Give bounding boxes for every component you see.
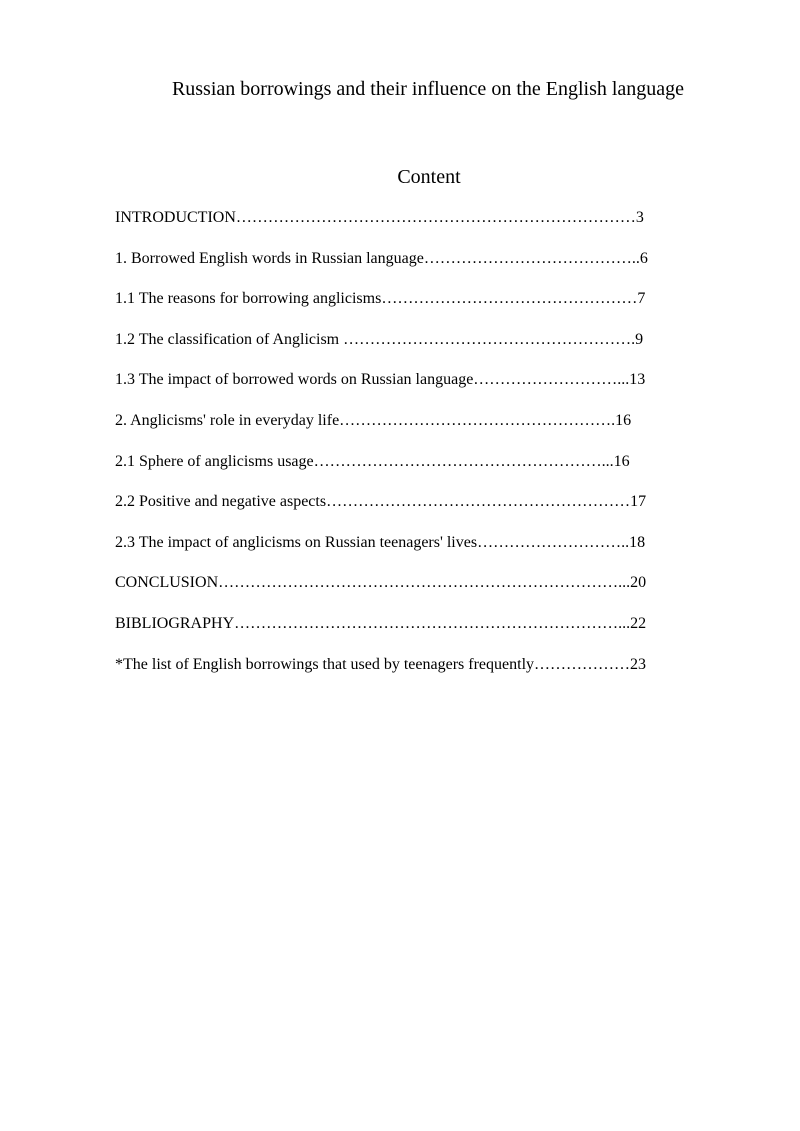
toc-entry-introduction: INTRODUCTION…………………………………………………………………3 [115, 209, 644, 226]
content-heading: Content [397, 166, 461, 188]
toc-entry-bibliography: BIBLIOGRAPHY………………………………………………………………...22 [115, 614, 647, 632]
toc-entry-1: 1. Borrowed English words in Russian language…………………………………..6 [115, 249, 648, 267]
toc-entry-1-1: 1.1 The reasons for borrowing anglicisms…………………………………………7 [115, 290, 646, 308]
toc-entry-2-1: 2.1 Sphere of anglicisms usage………………………………………………...16 [115, 452, 630, 470]
document-title: Russian borrowings and their influence on the English language [171, 78, 685, 100]
toc-entry-appendix: *The list of English borrowings that used by teenagers frequently………………23 [115, 655, 647, 673]
table-of-contents [115, 207, 755, 694]
toc-entry-2-2: 2.2 Positive and negative aspects…………………………………………………17 [115, 493, 647, 511]
toc-entry-2: 2. Anglicisms' role in everyday life…………………………………………….16 [115, 411, 632, 429]
toc-entry-conclusion: CONCLUSION…………………………………………………………………...20 [115, 574, 647, 592]
toc-entry-1-2: 1.2 The classification of Anglicism ……………………………………………….9 [115, 330, 644, 348]
toc-entry-2-3: 2.3 The impact of anglicisms on Russian teenagers' lives………………………..18 [115, 533, 646, 551]
toc-entry-1-3: 1.3 The impact of borrowed words on Russian language………………………...13 [115, 371, 646, 389]
